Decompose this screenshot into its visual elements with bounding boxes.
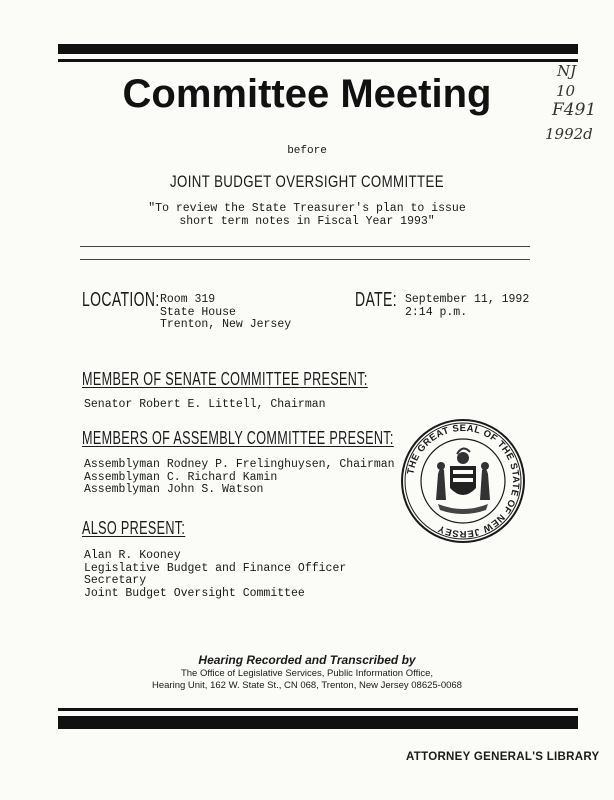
also-present-line: Alan R. Kooney xyxy=(84,549,181,562)
location-line-building: State House xyxy=(160,305,236,319)
handwritten-call-number-3: F491 xyxy=(552,100,597,120)
before-label: before xyxy=(287,145,327,157)
handwritten-call-number-2: 10 xyxy=(556,82,576,100)
also-present-heading: ALSO PRESENT: xyxy=(82,518,186,538)
recorded-by: Hearing Recorded and Transcribed by xyxy=(198,653,416,667)
assembly-member: Assemblyman John S. Watson xyxy=(84,483,264,496)
committee-name: JOINT BUDGET OVERSIGHT COMMITTEE xyxy=(169,172,445,191)
seal-graphic xyxy=(400,418,526,544)
also-present-block xyxy=(84,550,346,600)
location-label: LOCATION: xyxy=(82,289,160,311)
purpose-line-2: short term notes in Fiscal Year 1993" xyxy=(179,215,435,228)
meeting-purpose xyxy=(0,202,614,228)
location-line-city: Trenton, New Jersey xyxy=(160,318,292,331)
location-block xyxy=(160,294,291,332)
assembly-member: Assemblyman Rodney P. Frelinghuysen, Chairman xyxy=(84,458,395,471)
date-line-date: September 11, 1992 xyxy=(405,293,530,306)
page-title: Committee Meeting xyxy=(122,72,492,116)
senate-heading: MEMBER OF SENATE COMMITTEE PRESENT: xyxy=(82,369,368,389)
assembly-heading: MEMBERS OF ASSEMBLY COMMITTEE PRESENT: xyxy=(82,428,394,448)
date-label: DATE: xyxy=(355,289,397,311)
also-present-line: Joint Budget Oversight Committee xyxy=(84,586,305,600)
date-block xyxy=(405,294,529,319)
library-stamp: ATTORNEY GENERAL'S LIBRARY xyxy=(406,751,600,763)
senate-member: Senator Robert E. Littell, Chairman xyxy=(84,398,326,411)
state-seal xyxy=(400,418,526,544)
also-present-line: Secretary xyxy=(84,574,147,587)
purpose-line-1: "To review the State Treasurer's plan to issue xyxy=(148,202,466,215)
bottom-rule-thick xyxy=(58,716,578,729)
office-line: The Office of Legislative Services, Public Information Office, xyxy=(180,668,434,679)
bottom-rule-thin xyxy=(58,708,578,711)
assembly-member: Assemblyman C. Richard Kamin xyxy=(84,470,278,484)
separator-line-1 xyxy=(80,246,530,247)
separator-line-2 xyxy=(80,259,530,260)
seal-text: THE GREAT SEAL OF THE STATE OF NEW JERSEY xyxy=(405,422,522,540)
top-rule-thick xyxy=(58,44,578,54)
also-present-line: Legislative Budget and Finance Officer xyxy=(84,561,347,575)
handwritten-call-number-1: NJ xyxy=(557,62,577,80)
handwritten-call-number-4: 1992d xyxy=(545,125,593,143)
assembly-members xyxy=(84,459,395,497)
location-line-room: Room 319 xyxy=(160,293,216,306)
top-rule-thin xyxy=(58,59,578,62)
address-line: Hearing Unit, 162 W. State St., CN 068, Trenton, New Jersey 08625-0068 xyxy=(152,680,462,691)
date-line-time: 2:14 p.m. xyxy=(405,305,468,319)
